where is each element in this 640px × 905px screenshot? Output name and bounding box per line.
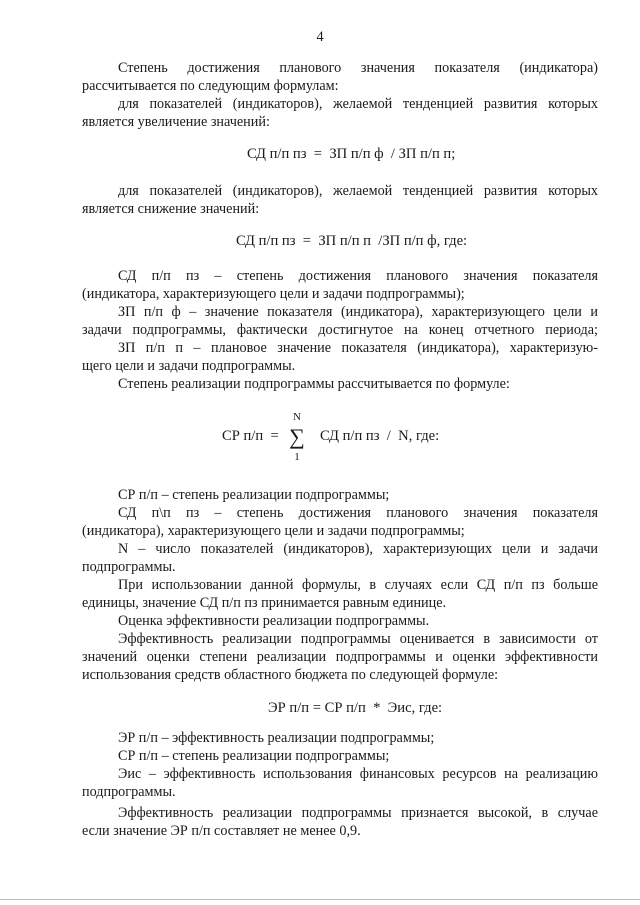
formula-sr-right: СД п/п пз / N, где: [320, 428, 440, 444]
paragraph-line: Степень реализации подпрограммы рассчитывается по формуле: [118, 376, 510, 392]
definition-line: N – число показателей (индикаторов), характеризующих цели и задачи [118, 541, 598, 557]
definition-line: ЗП п/п ф – значение показателя (индикатора), характеризующего цели и [118, 304, 598, 320]
formula-er: ЭР п/п = СР п/п * Эис, где: [268, 700, 443, 716]
definition-line: (индикатора), характеризующего цели и задачи подпрограммы; [82, 523, 465, 539]
definition-line: СР п/п – степень реализации подпрограммы; [118, 748, 390, 764]
definition-line: ЗП п/п п – плановое значение показателя (индикатора), характеризую- [118, 340, 598, 356]
page-number: 4 [316, 29, 324, 45]
formula-sr-left: СР п/п = [222, 428, 279, 444]
definition-line: СД п\п пз – степень достижения планового значения показателя [118, 505, 598, 521]
definition-line: Эис – эффективность использования финансовых ресурсов на реализацию [118, 766, 598, 782]
formula-decrease: СД п/п пз = ЗП п/п п /ЗП п/п ф, где: [236, 233, 468, 249]
paragraph-line: Эффективность реализации подпрограммы оценивается в зависимости от [118, 631, 598, 647]
definition-line: задачи подпрограммы, фактически достигнутое на конец отчетного периода; [82, 322, 598, 338]
definition-line: СР п/п – степень реализации подпрограммы; [118, 487, 390, 503]
paragraph-line: единицы, значение СД п/п пз принимается равным единице. [82, 595, 447, 611]
definition-line: щего цели и задачи подпрограммы. [82, 358, 296, 374]
paragraph-line: использования средств областного бюджета по следующей формуле: [82, 667, 499, 683]
sigma-icon: ∑ [289, 424, 305, 449]
definition-line: подпрограммы. [82, 784, 176, 800]
definition-line: подпрограммы. [82, 559, 176, 575]
paragraph-line: значений оценки степени реализации подпрограммы и оценки эффективности [82, 649, 598, 665]
paragraph-line: является снижение значений: [82, 201, 260, 217]
definition-line: (индикатора, характеризующего цели и задачи подпрограммы); [82, 286, 465, 302]
summation-symbol [282, 411, 312, 467]
summation-lower-limit: 1 [294, 451, 300, 463]
paragraph-line: При использовании данной формулы, в случаях если СД п/п пз больше [118, 577, 598, 593]
paragraph-line: Оценка эффективности реализации подпрограммы. [118, 613, 430, 629]
paragraph-line: для показателей (индикаторов), желаемой тенденцией развития которых [118, 96, 598, 112]
summation-upper-limit: N [293, 411, 301, 423]
formula-increase: СД п/п пз = ЗП п/п ф / ЗП п/п п; [247, 146, 456, 162]
definition-line: СД п/п пз – степень достижения планового значения показателя [118, 268, 598, 284]
paragraph-line: рассчитывается по следующим формулам: [82, 78, 339, 94]
page-bottom-edge [0, 899, 640, 900]
paragraph-line: Эффективность реализации подпрограммы признается высокой, в случае [118, 805, 598, 821]
paragraph-line: Степень достижения планового значения показателя (индикатора) [118, 60, 598, 76]
paragraph-line: является увеличение значений: [82, 114, 270, 130]
paragraph-line: для показателей (индикаторов), желаемой тенденцией развития которых [118, 183, 598, 199]
paragraph-line: если значение ЭР п/п составляет не менее 0,9. [82, 823, 361, 839]
definition-line: ЭР п/п – эффективность реализации подпрограммы; [118, 730, 435, 746]
